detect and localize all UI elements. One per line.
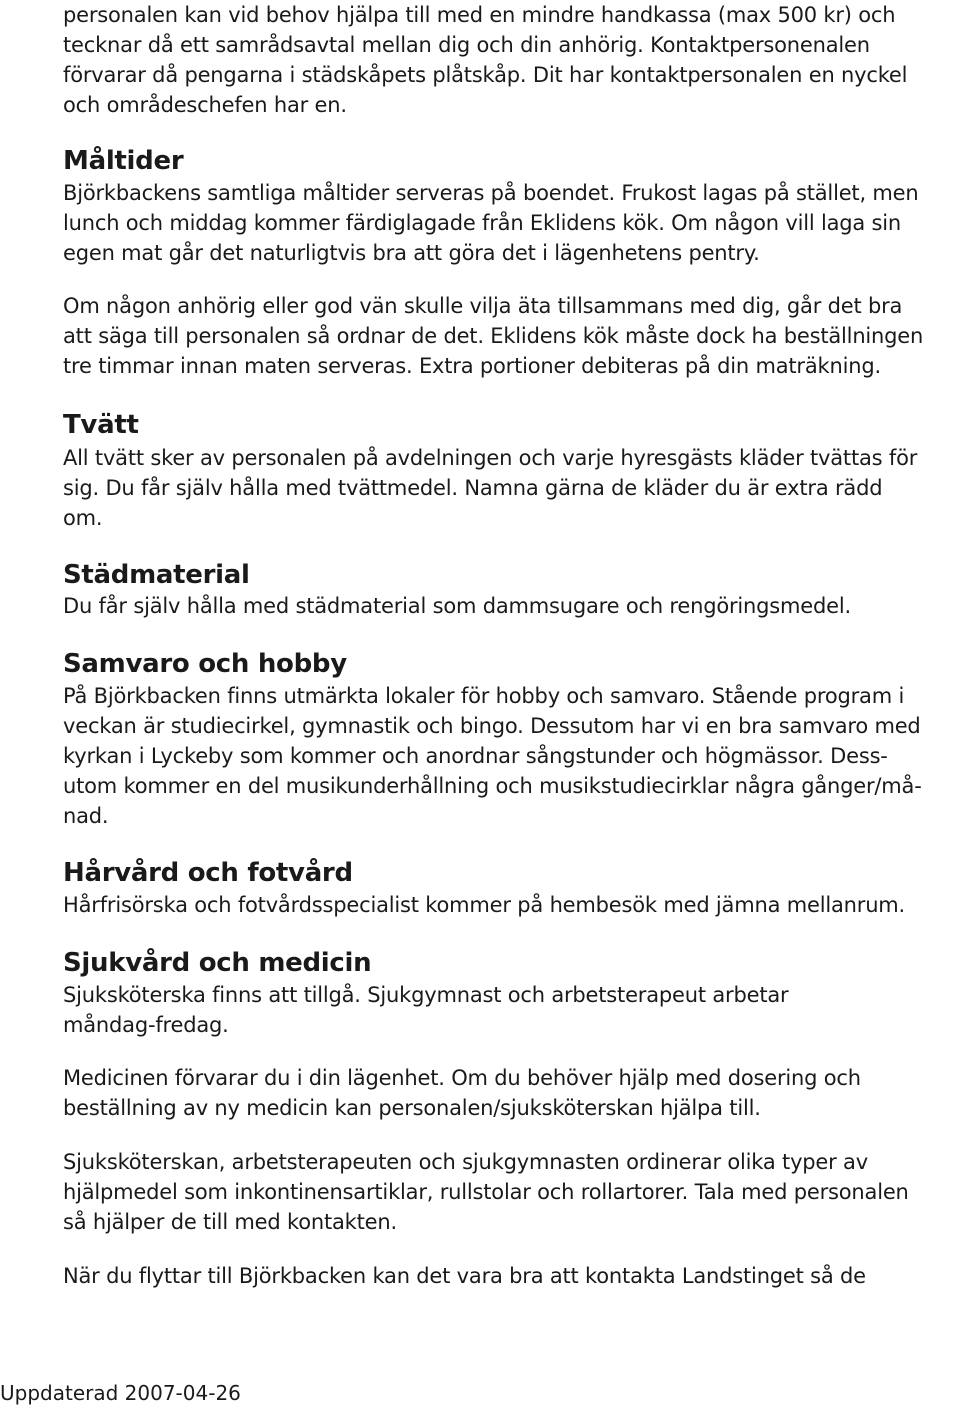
stadmaterial-paragraph-1: [63, 591, 851, 621]
text-line: All tvätt sker av personalen på avdelningen och varje hyresgästs kläder tvättas för: [63, 446, 918, 470]
text-line: så hjälper de till med kontakten.: [63, 1210, 397, 1234]
text-line: veckan är studiecirkel, gymnastik och bingo. Dessutom har vi en bra samvaro med: [63, 714, 921, 738]
tvatt-paragraph-1: [63, 443, 917, 533]
text-line: att säga till personalen så ordnar de det. Eklidens kök måste dock ha beställningen: [63, 324, 924, 348]
section-heading-tvatt: Tvätt: [63, 410, 139, 440]
maltider-paragraph-1: [63, 178, 919, 268]
text-line: Om någon anhörig eller god vän skulle vilja äta tillsammans med dig, går det bra: [63, 294, 903, 318]
text-line: och områdeschefen har en.: [63, 93, 347, 117]
text-line: om.: [63, 506, 103, 530]
text-line: Du får själv hålla med städmaterial som dammsugare och rengöringsmedel.: [63, 594, 851, 618]
sjukvard-paragraph-3: [63, 1147, 909, 1237]
text-line: Hårfrisörska och fotvårdsspecialist kommer på hembesök med jämna mellanrum.: [63, 893, 906, 917]
text-line: beställning av ny medicin kan personalen/sjuksköterskan hjälpa till.: [63, 1096, 761, 1120]
text-line: måndag-fredag.: [63, 1013, 229, 1037]
text-line: förvarar då pengarna i städskåpets plåtskåp. Dit har kontaktpersonalen en nyckel: [63, 63, 908, 87]
text-line: personalen kan vid behov hjälpa till med en mindre handkassa (max 500 kr) och: [63, 3, 896, 27]
intro-paragraph: [63, 0, 907, 120]
text-line: tre timmar innan maten serveras. Extra portioner debiteras på din maträkning.: [63, 354, 881, 378]
text-line: egen mat går det naturligtvis bra att göra det i lägenhetens pentry.: [63, 241, 760, 265]
text-line: Björkbackens samtliga måltider serveras på boendet. Frukost lagas på stället, men: [63, 181, 919, 205]
section-heading-samvaro: Samvaro och hobby: [63, 649, 347, 679]
text-line: Sjuksköterska finns att tillgå. Sjukgymnast och arbetsterapeut arbetar: [63, 983, 789, 1007]
text-line: lunch och middag kommer färdiglagade från Eklidens kök. Om någon vill laga sin: [63, 211, 902, 235]
text-line: När du flyttar till Björkbacken kan det vara bra att kontakta Landstinget så de: [63, 1264, 866, 1288]
samvaro-paragraph-1: [63, 681, 922, 831]
section-heading-stadmaterial: Städmaterial: [63, 560, 250, 590]
updated-date-footer: Uppdaterad 2007-04-26: [0, 1381, 241, 1405]
text-line: Medicinen förvarar du i din lägenhet. Om du behöver hjälp med dosering och: [63, 1066, 861, 1090]
harvard-paragraph-1: [63, 890, 905, 920]
section-heading-maltider: Måltider: [63, 146, 184, 176]
text-line: kyrkan i Lyckeby som kommer och anordnar sångstunder och högmässor. Dess-: [63, 744, 888, 768]
section-heading-harvard: Hårvård och fotvård: [63, 858, 353, 888]
section-heading-sjukvard: Sjukvård och medicin: [63, 948, 372, 978]
text-line: Sjuksköterskan, arbetsterapeuten och sjukgymnasten ordinerar olika typer av: [63, 1150, 868, 1174]
text-line: hjälpmedel som inkontinensartiklar, rullstolar och rollartorer. Tala med personalen: [63, 1180, 909, 1204]
text-line: utom kommer en del musikunderhållning och musikstudiecirklar några gånger/må-: [63, 774, 922, 798]
sjukvard-paragraph-1: [63, 980, 788, 1040]
text-line: tecknar då ett samrådsavtal mellan dig och din anhörig. Kontaktpersonenalen: [63, 33, 870, 57]
sjukvard-paragraph-2: [63, 1063, 861, 1123]
text-line: sig. Du får själv hålla med tvättmedel. Namna gärna de kläder du är extra rädd: [63, 476, 883, 500]
text-line: På Björkbacken finns utmärkta lokaler för hobby och samvaro. Stående program i: [63, 684, 905, 708]
text-line: nad.: [63, 804, 109, 828]
sjukvard-paragraph-4: [63, 1261, 866, 1291]
maltider-paragraph-2: [63, 291, 923, 381]
